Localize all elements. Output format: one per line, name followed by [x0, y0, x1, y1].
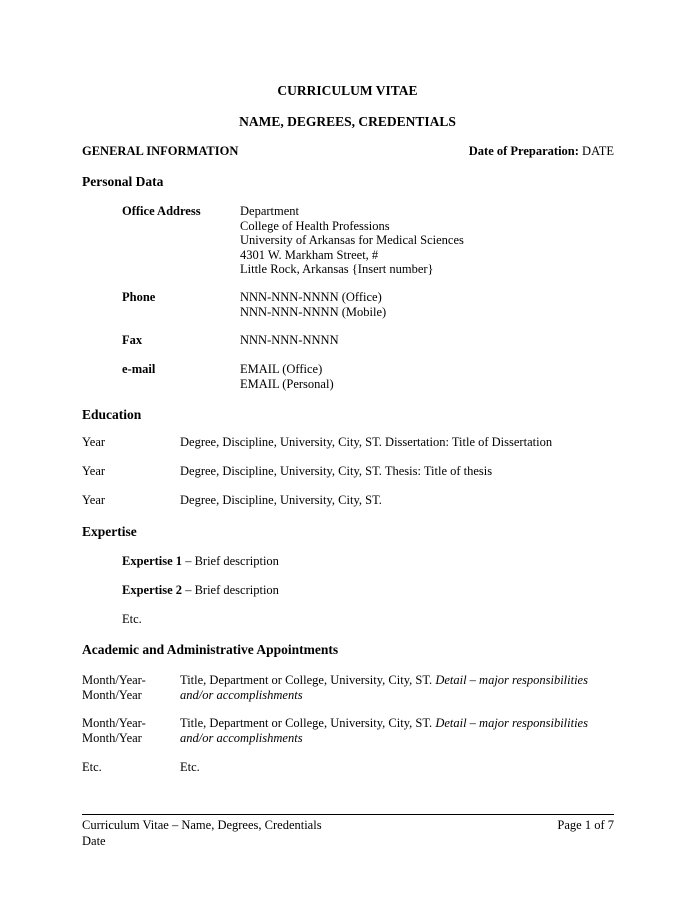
footer-page-number: Page 1 of 7 — [557, 818, 614, 832]
education-heading: Education — [82, 407, 142, 422]
expertise-name: Expertise 1 — [122, 554, 183, 568]
appointment-detail-cont: and/or accomplishments — [180, 688, 303, 702]
appointment-title: Title, Department or College, University, City, ST. — [180, 716, 436, 730]
expertise-etc: Etc. — [122, 612, 142, 626]
expertise-heading: Expertise — [82, 524, 137, 539]
date-prep-label: Date of Preparation: — [468, 144, 579, 158]
appointment-start: Month/Year- — [82, 673, 146, 687]
document-subtitle: NAME, DEGREES, CREDENTIALS — [239, 114, 456, 129]
expertise-item — [122, 583, 279, 598]
appointment-entry — [180, 716, 588, 746]
appointment-title: Title, Department or College, University, City, ST. — [180, 673, 436, 687]
appointment-detail: Detail – major responsibilities — [435, 673, 588, 687]
appointment-detail: Detail – major responsibilities — [435, 716, 588, 730]
email-office: EMAIL (Office) — [240, 362, 323, 376]
education-entry: Degree, Discipline, University, City, ST. — [180, 493, 382, 507]
appointment-detail-cont: and/or accomplishments — [180, 731, 303, 745]
general-information-heading: GENERAL INFORMATION — [82, 144, 239, 158]
appointment-end: Month/Year — [82, 731, 142, 745]
personal-data-heading: Personal Data — [82, 174, 164, 189]
appointment-etc-right: Etc. — [180, 760, 200, 774]
education-year: Year — [82, 493, 106, 507]
email-personal: EMAIL (Personal) — [240, 376, 334, 391]
office-address-line: University of Arkansas for Medical Sciences — [240, 233, 464, 247]
document-title: CURRICULUM VITAE — [277, 83, 418, 98]
email-values — [240, 362, 334, 391]
office-address-line: College of Health Professions — [240, 218, 390, 233]
office-address-line: Little Rock, Arkansas {Insert number} — [240, 262, 434, 276]
fax-label: Fax — [122, 333, 143, 347]
email-label: e-mail — [122, 362, 156, 376]
fax-value: NNN-NNN-NNNN — [240, 333, 339, 347]
office-address-label: Office Address — [122, 204, 201, 218]
expertise-item — [122, 554, 279, 569]
education-entry: Degree, Discipline, University, City, ST. Thesis: Title of thesis — [180, 464, 493, 478]
appointment-entry — [180, 673, 588, 703]
appointment-etc-left: Etc. — [82, 760, 102, 774]
expertise-desc: – Brief description — [182, 554, 279, 568]
appointment-dates — [82, 716, 146, 746]
expertise-name: Expertise 2 — [122, 583, 183, 597]
office-address-line: 4301 W. Markham Street, # — [240, 247, 379, 262]
appointment-start: Month/Year- — [82, 716, 146, 730]
appointment-dates — [82, 673, 146, 703]
education-year: Year — [82, 435, 106, 449]
date-of-preparation — [469, 144, 614, 159]
phone-office: NNN-NNN-NNNN (Office) — [240, 290, 382, 304]
footer-date: Date — [82, 833, 106, 848]
phone-label: Phone — [122, 290, 156, 304]
phone-mobile: NNN-NNN-NNNN (Mobile) — [240, 304, 387, 319]
education-year: Year — [82, 464, 106, 478]
expertise-desc: – Brief description — [182, 583, 279, 597]
office-address — [240, 204, 464, 277]
footer-divider — [82, 814, 614, 815]
date-prep-value: DATE — [582, 144, 614, 158]
appointments-heading: Academic and Administrative Appointments — [82, 642, 339, 657]
footer-document-name: Curriculum Vitae – Name, Degrees, Credentials — [82, 818, 322, 832]
footer-left — [82, 818, 322, 849]
appointment-end: Month/Year — [82, 688, 142, 702]
office-address-line: Department — [240, 204, 300, 218]
education-entry: Degree, Discipline, University, City, ST. Dissertation: Title of Dissertation — [180, 435, 553, 449]
phone-values — [240, 290, 386, 319]
